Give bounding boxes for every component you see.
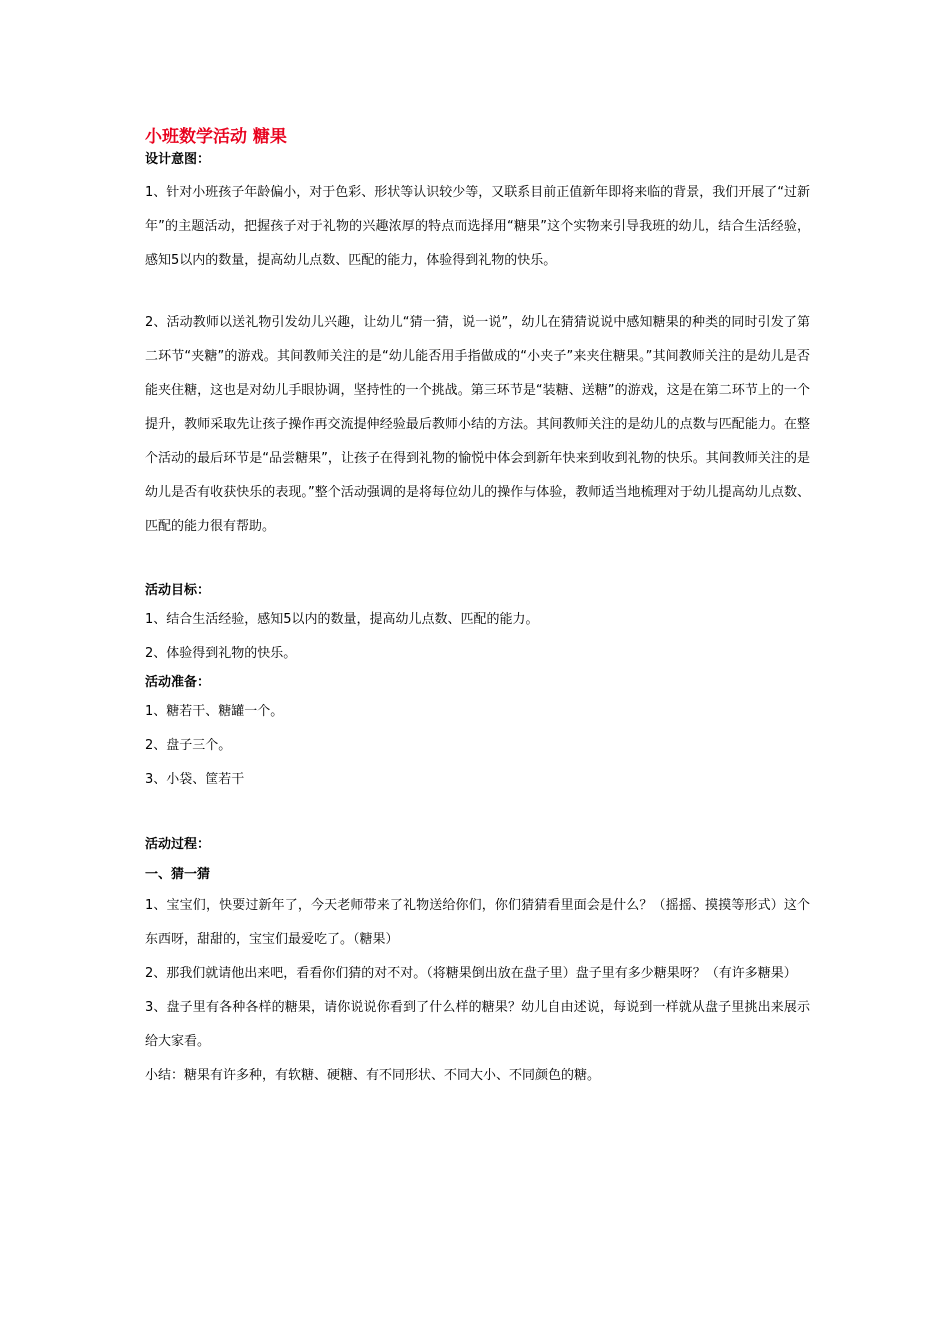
process-step-2: 2、那我们就请他出来吧，看看你们猜的对不对。（将糖果倒出放在盘子里）盘子里有多少糖果呀？（有许多糖果）: [145, 966, 797, 981]
design-paragraph-1: 1、针对小班孩子年龄偏小，对于色彩、形状等认识较少等，又联系目前正值新年即将来临的背景，我们开展了“过新年”的主题活动，把握孩子对于礼物的兴趣浓厚的特点而选择用“糖果”这个实物来引导我班的幼儿，结合生活经验，感知5以内的数量，提高幼儿点数、匹配的能力，体验得到礼物的快乐。: [145, 185, 811, 268]
prep-item-3: 3、小袋、筐若干: [145, 772, 245, 787]
goals-heading: 活动目标：: [145, 583, 211, 598]
design-heading: 设计意图：: [145, 152, 211, 167]
prep-item-2: 2、盘子三个。: [145, 738, 232, 753]
prep-item-1: 1、糖若干、糖罐一个。: [145, 704, 284, 719]
process-step-3: 3、盘子里有各种各样的糖果，请你说说你看到了什么样的糖果？幼儿自由述说，每说到一样就从盘子里挑出来展示给大家看。: [145, 1000, 810, 1049]
process-step-1: 1、宝宝们，快要过新年了，今天老师带来了礼物送给你们，你们猜猜看里面会是什么？（摇摇、摸摸等形式）这个东西呀，甜甜的，宝宝们最爱吃了。（糖果）: [145, 898, 810, 947]
goal-item-1: 1、结合生活经验，感知5以内的数量，提高幼儿点数、匹配的能力。: [145, 612, 539, 627]
prep-heading: 活动准备：: [145, 675, 211, 690]
section-guess-heading: 一、猜一猜: [145, 867, 211, 882]
page-title: 小班数学活动 糖果: [145, 127, 287, 147]
goal-item-2: 2、体验得到礼物的快乐。: [145, 646, 297, 661]
summary-text: 小结：糖果有许多种，有软糖、硬糖、有不同形状、不同大小、不同颜色的糖。: [145, 1068, 601, 1083]
design-paragraph-2: 2、活动教师以送礼物引发幼儿兴趣，让幼儿“猜一猜，说一说”，幼儿在猜猜说说中感知糖果的种类的同时引发了第二环节“夹糖”的游戏。其间教师关注的是“幼儿能否用手指做成的“小夹子”来夹住糖果。”其间教师关注的是幼儿是否能夹住糖，这也是对幼儿手眼协调，坚持性的一个挑战。第三环节是“装糖、送糖”的游戏，这是在第二环节上的一个提升，教师采取先让孩子操作再交流提伸经验最后教师小结的方法。其间教师关注的是幼儿的点数与匹配能力。在整个活动的最后环节是“品尝糖果”，让孩子在得到礼物的愉悦中体会到新年快来到收到礼物的快乐。其间教师关注的是幼儿是否有收获快乐的表现。”整个活动强调的是将每位幼儿的操作与体验，教师适当地梳理对于幼儿提高幼儿点数、匹配的能力很有帮助。: [145, 315, 810, 534]
process-heading: 活动过程：: [145, 837, 211, 852]
document-page: [145, 124, 810, 1093]
